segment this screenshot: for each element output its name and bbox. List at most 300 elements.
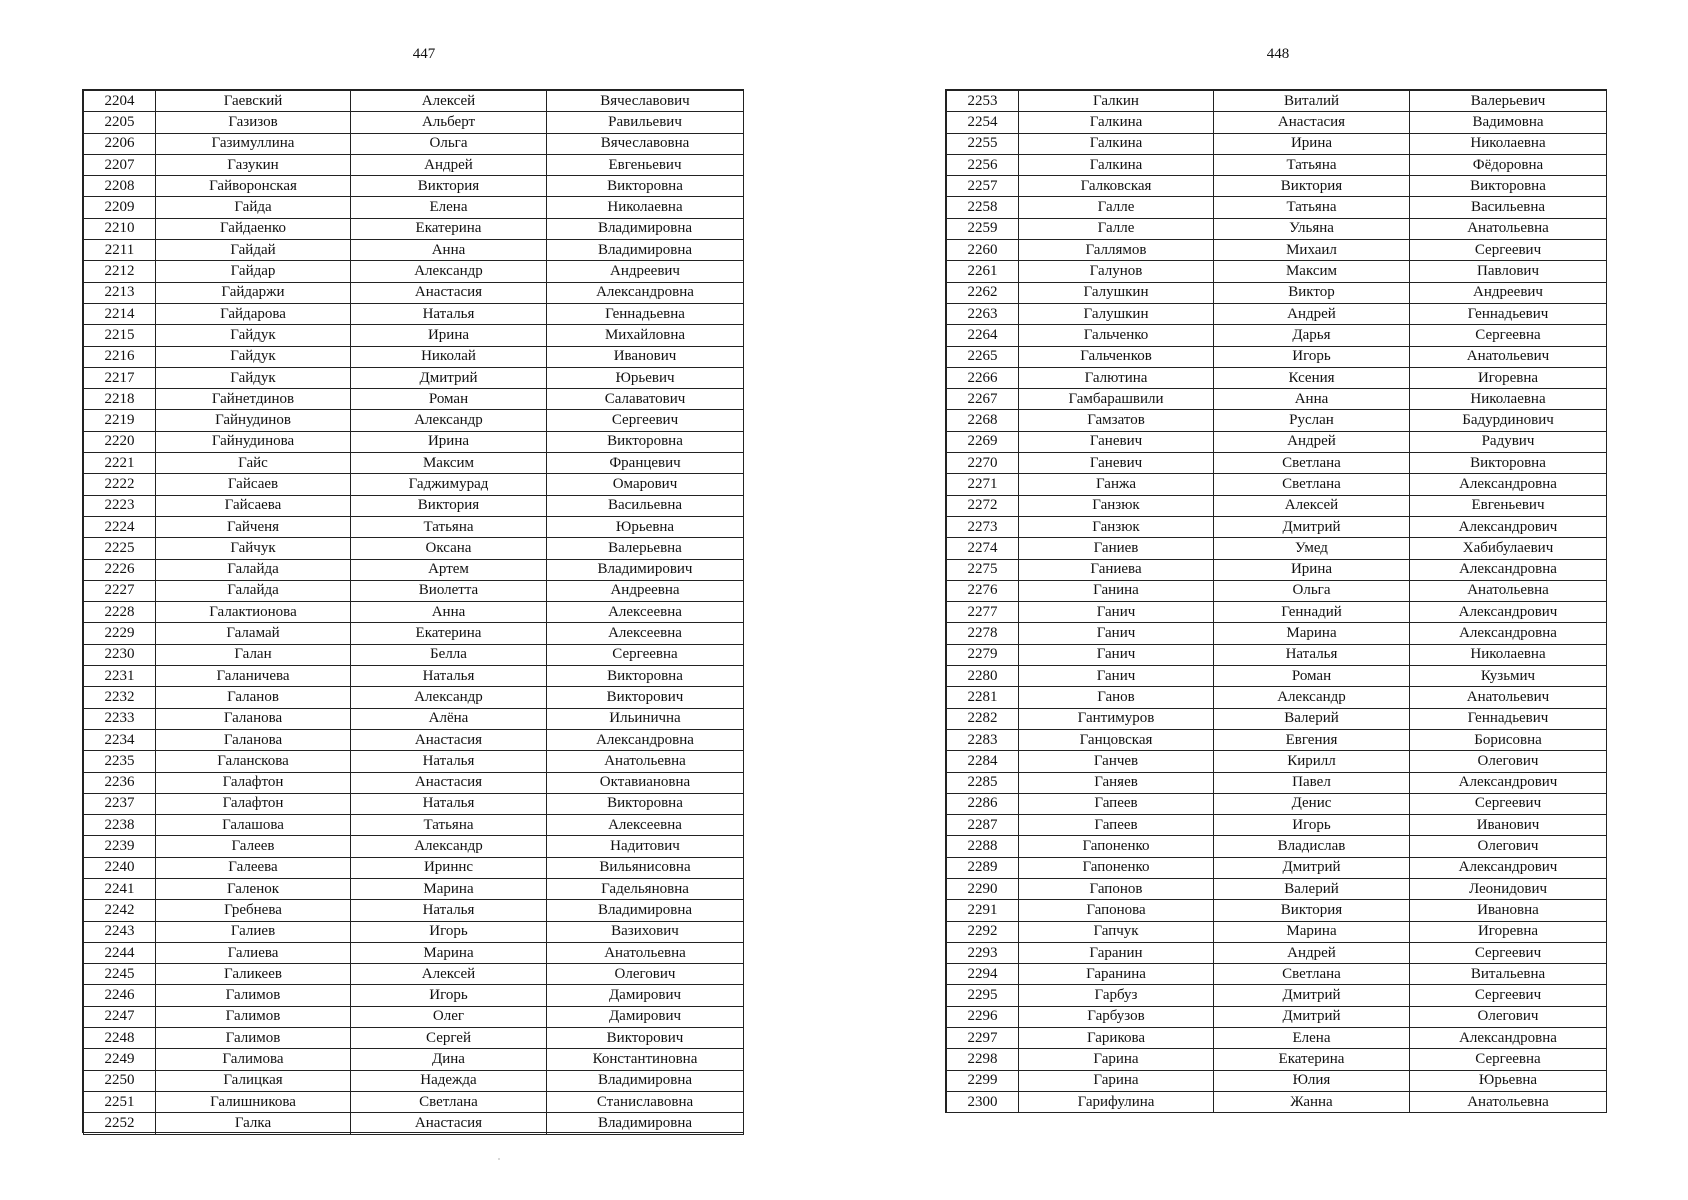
row-number-cell: 2207 <box>84 154 156 175</box>
patronymic-cell: Хабибулаевич <box>1410 538 1607 559</box>
row-number-cell: 2257 <box>947 176 1019 197</box>
row-number-cell: 2280 <box>947 666 1019 687</box>
last-name-cell: Гайченя <box>156 516 351 537</box>
row-number-cell: 2287 <box>947 815 1019 836</box>
row-number-cell: 2279 <box>947 644 1019 665</box>
patronymic-cell: Владимировна <box>547 218 744 239</box>
patronymic-cell: Равильевич <box>547 112 744 133</box>
last-name-cell: Галенок <box>156 878 351 899</box>
last-name-cell: Галанов <box>156 687 351 708</box>
table-row <box>947 453 1607 474</box>
patronymic-cell: Викторовна <box>1410 176 1607 197</box>
first-name-cell: Анастасия <box>351 772 547 793</box>
row-number-cell: 2273 <box>947 516 1019 537</box>
first-name-cell: Анастасия <box>351 729 547 750</box>
first-name-cell: Алексей <box>351 964 547 985</box>
table-row <box>947 857 1607 878</box>
table-row <box>84 878 744 899</box>
first-name-cell: Роман <box>1214 666 1410 687</box>
last-name-cell: Галицкая <box>156 1070 351 1091</box>
last-name-cell: Гапеев <box>1019 815 1214 836</box>
row-number-cell: 2272 <box>947 495 1019 516</box>
patronymic-cell: Вячеславовна <box>547 133 744 154</box>
row-number-cell: 2220 <box>84 431 156 452</box>
first-name-cell: Игорь <box>1214 346 1410 367</box>
first-name-cell: Екатерина <box>351 623 547 644</box>
last-name-cell: Галеева <box>156 857 351 878</box>
row-number-cell: 2223 <box>84 495 156 516</box>
first-name-cell: Игорь <box>351 921 547 942</box>
row-number-cell: 2249 <box>84 1049 156 1070</box>
row-number-cell: 2212 <box>84 261 156 282</box>
last-name-cell: Гарбузов <box>1019 1006 1214 1027</box>
patronymic-cell: Андреевич <box>547 261 744 282</box>
table-row <box>947 538 1607 559</box>
patronymic-cell: Октавиановна <box>547 772 744 793</box>
first-name-cell: Виолетта <box>351 580 547 601</box>
patronymic-cell: Владимирович <box>547 559 744 580</box>
patronymic-cell: Вячеславович <box>547 91 744 112</box>
table-row <box>84 1070 744 1091</box>
row-number-cell: 2283 <box>947 729 1019 750</box>
row-number-cell: 2218 <box>84 389 156 410</box>
row-number-cell: 2289 <box>947 857 1019 878</box>
last-name-cell: Гантимуров <box>1019 708 1214 729</box>
last-name-cell: Галиева <box>156 942 351 963</box>
last-name-cell: Ганевич <box>1019 431 1214 452</box>
table-row <box>84 793 744 814</box>
patronymic-cell: Радувич <box>1410 431 1607 452</box>
patronymic-cell: Николаевна <box>1410 133 1607 154</box>
row-number-cell: 2275 <box>947 559 1019 580</box>
patronymic-cell: Викторович <box>547 1028 744 1049</box>
first-name-cell: Александр <box>351 410 547 431</box>
first-name-cell: Елена <box>1214 1028 1410 1049</box>
last-name-cell: Гайдай <box>156 240 351 261</box>
patronymic-cell: Геннадьевич <box>1410 708 1607 729</box>
last-name-cell: Ганина <box>1019 580 1214 601</box>
last-name-cell: Ганиев <box>1019 538 1214 559</box>
patronymic-cell: Валерьевич <box>1410 91 1607 112</box>
row-number-cell: 2277 <box>947 602 1019 623</box>
row-number-cell: 2206 <box>84 133 156 154</box>
last-name-cell: Галимова <box>156 1049 351 1070</box>
patronymic-cell: Иванович <box>547 346 744 367</box>
last-name-cell: Гайдарова <box>156 303 351 324</box>
first-name-cell: Дмитрий <box>1214 985 1410 1006</box>
table-row <box>84 1049 744 1070</box>
table-row <box>84 666 744 687</box>
last-name-cell: Галушкин <box>1019 282 1214 303</box>
last-name-cell: Галафтон <box>156 772 351 793</box>
patronymic-cell: Викторовна <box>547 431 744 452</box>
table-row <box>947 1091 1607 1112</box>
first-name-cell: Виктория <box>351 176 547 197</box>
row-number-cell: 2208 <box>84 176 156 197</box>
patronymic-cell: Васильевна <box>1410 197 1607 218</box>
table-row <box>947 240 1607 261</box>
first-name-cell: Наталья <box>351 751 547 772</box>
last-name-cell: Галимов <box>156 985 351 1006</box>
first-name-cell: Роман <box>351 389 547 410</box>
patronymic-cell: Анатольевна <box>1410 1091 1607 1112</box>
last-name-cell: Ганцовская <box>1019 729 1214 750</box>
row-number-cell: 2242 <box>84 900 156 921</box>
row-number-cell: 2294 <box>947 964 1019 985</box>
row-number-cell: 2267 <box>947 389 1019 410</box>
last-name-cell: Ганяев <box>1019 772 1214 793</box>
table-row <box>84 580 744 601</box>
table-row <box>84 261 744 282</box>
last-name-cell: Гапоненко <box>1019 836 1214 857</box>
patronymic-cell: Александрович <box>1410 857 1607 878</box>
table-row <box>947 516 1607 537</box>
patronymic-cell: Геннадьевич <box>1410 303 1607 324</box>
row-number-cell: 2261 <box>947 261 1019 282</box>
first-name-cell: Жанна <box>1214 1091 1410 1112</box>
row-number-cell: 2230 <box>84 644 156 665</box>
table-row <box>947 389 1607 410</box>
first-name-cell: Виталий <box>1214 91 1410 112</box>
patronymic-cell: Владимировна <box>547 240 744 261</box>
table-row <box>84 815 744 836</box>
last-name-cell: Ганевич <box>1019 453 1214 474</box>
last-name-cell: Гаранина <box>1019 964 1214 985</box>
row-number-cell: 2278 <box>947 623 1019 644</box>
table-row <box>84 176 744 197</box>
first-name-cell: Татьяна <box>1214 197 1410 218</box>
first-name-cell: Дмитрий <box>1214 857 1410 878</box>
last-name-cell: Галайда <box>156 559 351 580</box>
first-name-cell: Виктория <box>351 495 547 516</box>
last-name-cell: Галеев <box>156 836 351 857</box>
last-name-cell: Ганчев <box>1019 751 1214 772</box>
patronymic-cell: Бадурдинович <box>1410 410 1607 431</box>
first-name-cell: Надежда <box>351 1070 547 1091</box>
patronymic-cell: Анатольевна <box>1410 218 1607 239</box>
table-row <box>84 729 744 750</box>
patronymic-cell: Константиновна <box>547 1049 744 1070</box>
table-row <box>947 1049 1607 1070</box>
first-name-cell: Дарья <box>1214 325 1410 346</box>
row-number-cell: 2211 <box>84 240 156 261</box>
table-row <box>947 878 1607 899</box>
table-row <box>84 857 744 878</box>
patronymic-cell: Витальевна <box>1410 964 1607 985</box>
table-row <box>947 1070 1607 1091</box>
first-name-cell: Александр <box>351 836 547 857</box>
patronymic-cell: Вадимовна <box>1410 112 1607 133</box>
patronymic-cell: Олегович <box>1410 836 1607 857</box>
row-number-cell: 2295 <box>947 985 1019 1006</box>
last-name-cell: Гайсаев <box>156 474 351 495</box>
patronymic-cell: Михайловна <box>547 325 744 346</box>
last-name-cell: Галан <box>156 644 351 665</box>
last-name-cell: Гальченко <box>1019 325 1214 346</box>
first-name-cell: Наталья <box>351 303 547 324</box>
patronymic-cell: Олегович <box>1410 751 1607 772</box>
last-name-cell: Галкина <box>1019 133 1214 154</box>
table-row <box>947 623 1607 644</box>
last-name-cell: Гапонова <box>1019 900 1214 921</box>
table-row <box>84 495 744 516</box>
last-name-cell: Галунов <box>1019 261 1214 282</box>
first-name-cell: Юлия <box>1214 1070 1410 1091</box>
row-number-cell: 2209 <box>84 197 156 218</box>
patronymic-cell: Алексеевна <box>547 602 744 623</box>
table-row <box>947 197 1607 218</box>
table-row <box>947 261 1607 282</box>
first-name-cell: Евгения <box>1214 729 1410 750</box>
first-name-cell: Андрей <box>1214 942 1410 963</box>
first-name-cell: Максим <box>351 453 547 474</box>
patronymic-cell: Вазихович <box>547 921 744 942</box>
patronymic-cell: Дамирович <box>547 985 744 1006</box>
patronymic-cell: Александрович <box>1410 602 1607 623</box>
table-row <box>947 751 1607 772</box>
patronymic-cell: Сергеевна <box>1410 1049 1607 1070</box>
table-row <box>947 112 1607 133</box>
patronymic-cell: Геннадьевна <box>547 303 744 324</box>
first-name-cell: Геннадий <box>1214 602 1410 623</box>
first-name-cell: Сергей <box>351 1028 547 1049</box>
row-number-cell: 2235 <box>84 751 156 772</box>
first-name-cell: Марина <box>351 878 547 899</box>
patronymic-cell: Борисовна <box>1410 729 1607 750</box>
row-number-cell: 2254 <box>947 112 1019 133</box>
last-name-cell: Гайчук <box>156 538 351 559</box>
row-number-cell: 2205 <box>84 112 156 133</box>
last-name-cell: Газимуллина <box>156 133 351 154</box>
patronymic-cell: Викторовна <box>547 176 744 197</box>
first-name-cell: Умед <box>1214 538 1410 559</box>
row-number-cell: 2222 <box>84 474 156 495</box>
last-name-cell: Ганов <box>1019 687 1214 708</box>
first-name-cell: Кирилл <box>1214 751 1410 772</box>
patronymic-cell: Сергеевич <box>547 410 744 431</box>
last-name-cell: Галютина <box>1019 367 1214 388</box>
last-name-cell: Ганзюк <box>1019 495 1214 516</box>
table-row <box>84 1028 744 1049</box>
last-name-cell: Гайворонская <box>156 176 351 197</box>
last-name-cell: Гайдар <box>156 261 351 282</box>
row-number-cell: 2270 <box>947 453 1019 474</box>
patronymic-cell: Павлович <box>1410 261 1607 282</box>
row-number-cell: 2299 <box>947 1070 1019 1091</box>
row-number-cell: 2245 <box>84 964 156 985</box>
first-name-cell: Ульяна <box>1214 218 1410 239</box>
first-name-cell: Ириннс <box>351 857 547 878</box>
patronymic-cell: Александровна <box>1410 559 1607 580</box>
last-name-cell: Галанова <box>156 729 351 750</box>
row-number-cell: 2240 <box>84 857 156 878</box>
last-name-cell: Галиев <box>156 921 351 942</box>
first-name-cell: Екатерина <box>351 218 547 239</box>
patronymic-cell: Анатольевич <box>1410 346 1607 367</box>
first-name-cell: Татьяна <box>351 516 547 537</box>
row-number-cell: 2288 <box>947 836 1019 857</box>
first-name-cell: Белла <box>351 644 547 665</box>
first-name-cell: Ирина <box>1214 133 1410 154</box>
last-name-cell: Галайда <box>156 580 351 601</box>
first-name-cell: Игорь <box>351 985 547 1006</box>
first-name-cell: Екатерина <box>1214 1049 1410 1070</box>
table-row <box>947 218 1607 239</box>
first-name-cell: Игорь <box>1214 815 1410 836</box>
patronymic-cell: Сергеевич <box>1410 985 1607 1006</box>
first-name-cell: Анна <box>351 602 547 623</box>
first-name-cell: Дмитрий <box>351 367 547 388</box>
table-row <box>84 282 744 303</box>
patronymic-cell: Викторовна <box>547 793 744 814</box>
patronymic-cell: Васильевна <box>547 495 744 516</box>
row-number-cell: 2286 <box>947 793 1019 814</box>
patronymic-cell: Андреевна <box>547 580 744 601</box>
row-number-cell: 2227 <box>84 580 156 601</box>
table-row <box>84 154 744 175</box>
row-number-cell: 2290 <box>947 878 1019 899</box>
last-name-cell: Гальченков <box>1019 346 1214 367</box>
row-number-cell: 2210 <box>84 218 156 239</box>
row-number-cell: 2216 <box>84 346 156 367</box>
patronymic-cell: Владимировна <box>547 1070 744 1091</box>
last-name-cell: Галкина <box>1019 154 1214 175</box>
patronymic-cell: Салаватович <box>547 389 744 410</box>
last-name-cell: Гапоненко <box>1019 857 1214 878</box>
table-row <box>84 900 744 921</box>
row-number-cell: 2229 <box>84 623 156 644</box>
last-name-cell: Галишникова <box>156 1091 351 1112</box>
table-row <box>84 921 744 942</box>
table-row <box>947 410 1607 431</box>
patronymic-cell: Ивановна <box>1410 900 1607 921</box>
patronymic-cell: Анатольевна <box>547 942 744 963</box>
first-name-cell: Артем <box>351 559 547 580</box>
table-row <box>947 964 1607 985</box>
row-number-cell: 2262 <box>947 282 1019 303</box>
last-name-cell: Галафтон <box>156 793 351 814</box>
first-name-cell: Максим <box>1214 261 1410 282</box>
patronymic-cell: Владимировна <box>547 1113 744 1134</box>
table-row <box>947 942 1607 963</box>
first-name-cell: Наталья <box>1214 644 1410 665</box>
row-number-cell: 2251 <box>84 1091 156 1112</box>
table-row <box>84 112 744 133</box>
row-number-cell: 2250 <box>84 1070 156 1091</box>
table-row <box>947 772 1607 793</box>
first-name-cell: Алексей <box>351 91 547 112</box>
last-name-cell: Галактионова <box>156 602 351 623</box>
row-number-cell: 2228 <box>84 602 156 623</box>
table-row <box>947 176 1607 197</box>
row-number-cell: 2244 <box>84 942 156 963</box>
last-name-cell: Галикеев <box>156 964 351 985</box>
first-name-cell: Андрей <box>1214 303 1410 324</box>
table-row <box>84 91 744 112</box>
patronymic-cell: Владимировна <box>547 900 744 921</box>
first-name-cell: Анна <box>351 240 547 261</box>
last-name-cell: Галимов <box>156 1006 351 1027</box>
table-row <box>947 900 1607 921</box>
row-number-cell: 2214 <box>84 303 156 324</box>
last-name-cell: Ганич <box>1019 623 1214 644</box>
first-name-cell: Альберт <box>351 112 547 133</box>
row-number-cell: 2281 <box>947 687 1019 708</box>
last-name-cell: Гайдаржи <box>156 282 351 303</box>
patronymic-cell: Евгеньевич <box>547 154 744 175</box>
row-number-cell: 2285 <box>947 772 1019 793</box>
first-name-cell: Александр <box>351 687 547 708</box>
first-name-cell: Алёна <box>351 708 547 729</box>
first-name-cell: Валерий <box>1214 708 1410 729</box>
first-name-cell: Руслан <box>1214 410 1410 431</box>
first-name-cell: Гаджимурад <box>351 474 547 495</box>
row-number-cell: 2259 <box>947 218 1019 239</box>
last-name-cell: Галкина <box>1019 112 1214 133</box>
table-row <box>84 602 744 623</box>
patronymic-cell: Станиславовна <box>547 1091 744 1112</box>
row-number-cell: 2221 <box>84 453 156 474</box>
last-name-cell: Галаничева <box>156 666 351 687</box>
first-name-cell: Дина <box>351 1049 547 1070</box>
table-row <box>84 133 744 154</box>
patronymic-cell: Игоревна <box>1410 921 1607 942</box>
table-row <box>947 325 1607 346</box>
patronymic-cell: Александровна <box>1410 623 1607 644</box>
roster-table-right <box>946 90 1607 1113</box>
row-number-cell: 2292 <box>947 921 1019 942</box>
patronymic-cell: Сергеевич <box>1410 793 1607 814</box>
first-name-cell: Анна <box>1214 389 1410 410</box>
table-row <box>947 602 1607 623</box>
last-name-cell: Гайсаева <box>156 495 351 516</box>
table-row <box>947 154 1607 175</box>
first-name-cell: Дмитрий <box>1214 1006 1410 1027</box>
table-row <box>84 1091 744 1112</box>
table-row <box>84 623 744 644</box>
first-name-cell: Марина <box>1214 623 1410 644</box>
last-name-cell: Ганич <box>1019 666 1214 687</box>
row-number-cell: 2224 <box>84 516 156 537</box>
first-name-cell: Александр <box>351 261 547 282</box>
row-number-cell: 2236 <box>84 772 156 793</box>
patronymic-cell: Александровна <box>1410 474 1607 495</box>
last-name-cell: Гапеев <box>1019 793 1214 814</box>
last-name-cell: Гамбарашвили <box>1019 389 1214 410</box>
table-row <box>84 538 744 559</box>
first-name-cell: Анастасия <box>351 282 547 303</box>
first-name-cell: Ксения <box>1214 367 1410 388</box>
table-row <box>84 751 744 772</box>
roster-table-left <box>83 90 744 1135</box>
table-row <box>947 367 1607 388</box>
last-name-cell: Гайда <box>156 197 351 218</box>
last-name-cell: Гайдук <box>156 367 351 388</box>
table-row <box>84 644 744 665</box>
last-name-cell: Галка <box>156 1113 351 1134</box>
row-number-cell: 2300 <box>947 1091 1019 1112</box>
patronymic-cell: Александровна <box>547 282 744 303</box>
patronymic-cell: Юрьевич <box>547 367 744 388</box>
patronymic-cell: Олегович <box>1410 1006 1607 1027</box>
first-name-cell: Виктория <box>1214 176 1410 197</box>
first-name-cell: Наталья <box>351 793 547 814</box>
row-number-cell: 2274 <box>947 538 1019 559</box>
patronymic-cell: Юрьевна <box>547 516 744 537</box>
patronymic-cell: Анатольевич <box>1410 687 1607 708</box>
first-name-cell: Светлана <box>1214 964 1410 985</box>
row-number-cell: 2215 <box>84 325 156 346</box>
